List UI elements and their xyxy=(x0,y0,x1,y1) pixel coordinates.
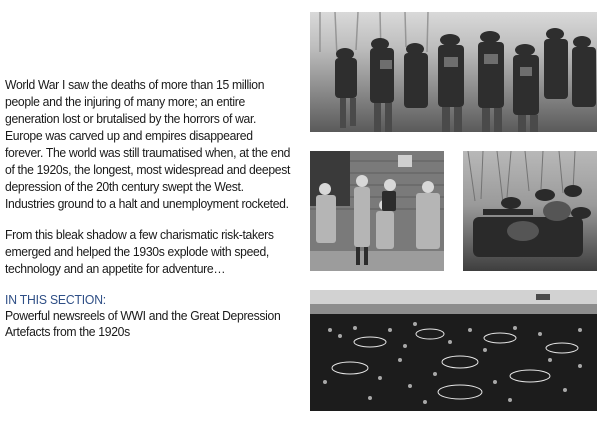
family-illustration xyxy=(310,151,444,271)
intro-paragraph-1: World War I saw the deaths of more than 15 million people and the injuring of many more; an entire generation lost or brutalised by the horrors of war. Europe was carved up and empires disappeared forever. The world was still traumatised when, at the end of the 1920s, the longest, most widespread and deepest depression of the 20th century swept the West. Industries ground to a halt and unemployment rocketed. xyxy=(5,77,291,211)
section-list xyxy=(5,308,297,340)
intro-paragraph-2: From this bleak shadow a few charismatic risk-takers emerged and helped the 1930s explode with speed, technology and an appetite for adventure… xyxy=(5,227,274,276)
section-heading: IN THIS SECTION: xyxy=(5,292,107,307)
exchange-illustration xyxy=(310,290,597,411)
section-item-newsreels: Powerful newsreels of WWI and the Great Depression xyxy=(5,308,281,323)
photo-marching-soldiers xyxy=(310,12,597,132)
machine-gun-illustration xyxy=(463,151,597,271)
section-item-artefacts: Artefacts from the 1920s xyxy=(5,324,130,339)
text-column xyxy=(5,76,297,340)
photo-depression-family xyxy=(310,151,444,271)
photo-stock-exchange xyxy=(310,290,597,411)
soldiers-illustration xyxy=(310,12,597,132)
photo-machine-gun-crew xyxy=(463,151,597,271)
